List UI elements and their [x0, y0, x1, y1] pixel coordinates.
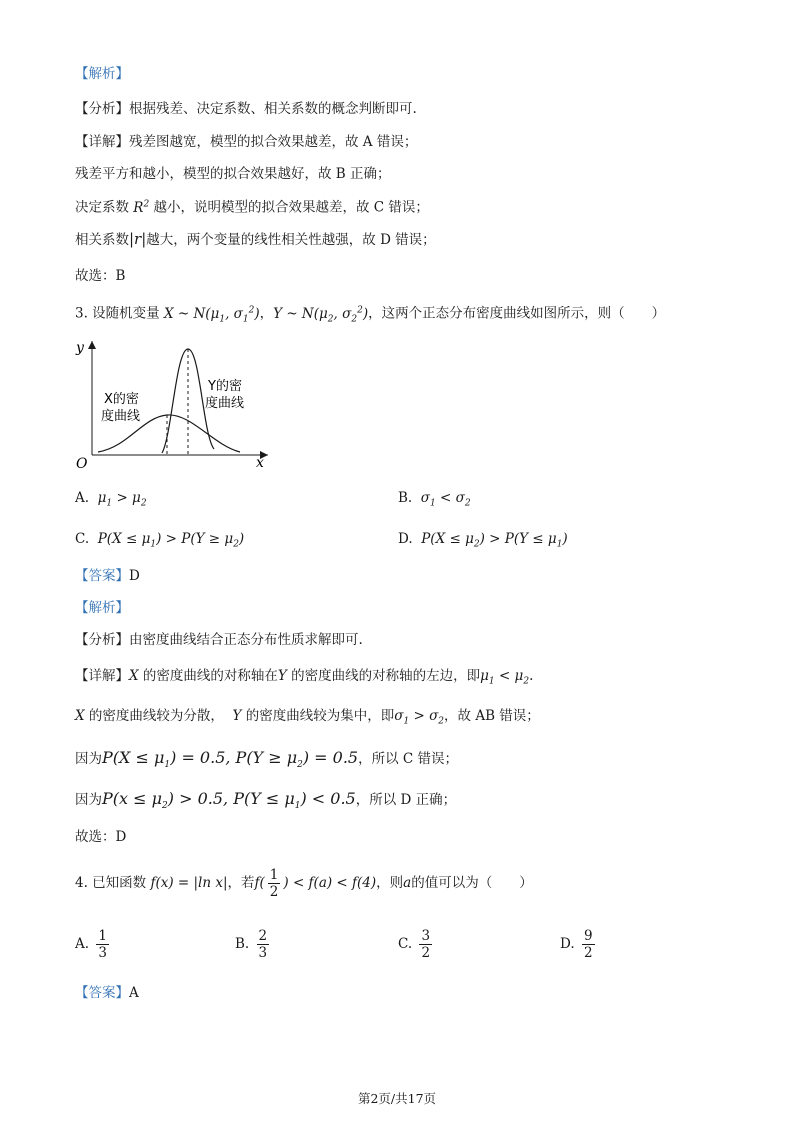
q3-y-symbol: Y [277, 668, 287, 684]
q3-d3a: 因为 [75, 751, 102, 767]
analysis-line [75, 99, 417, 119]
r-squared-symbol: $R^2$ [133, 199, 150, 216]
detail-line-3 [75, 194, 429, 218]
detail-text-4b: 越大，两个变量的线性相关性越强，故 D 错误； [146, 232, 436, 248]
q3-option-d [398, 529, 568, 555]
q3-d3-expr: $P(X \le \mu_1) = 0.5$, $P(Y \ge \mu_2) = 0.5$ [102, 748, 359, 771]
q3-detail-line-1: 【详解】X 的密度曲线的对称轴在Y 的密度曲线的对称轴的左边，即$\mu_1 < \mu_2$. [75, 668, 534, 687]
q3-y-symbol-2: Y [232, 708, 242, 724]
q3-option-b [398, 488, 471, 514]
q3-x-symbol: X [129, 668, 139, 684]
q4-option-b-label: B. [235, 936, 250, 952]
analysis-text: 根据残差、决定系数、相关系数的概念判断即可. [129, 101, 417, 117]
normal-density-figure [68, 335, 278, 471]
q4-option-b-frac: $\frac{2}{3}$ [258, 928, 268, 961]
detail-text-1: 残差图越宽，模型的拟合效果越差，故 A 错误； [129, 134, 418, 150]
detail-text-3a: 决定系数 [75, 199, 129, 216]
q3-option-c [75, 529, 244, 555]
page-footer: 第2页/共17页 [357, 1091, 437, 1106]
q4-option-c [398, 928, 435, 961]
q3-option-d-label: D. [398, 531, 413, 547]
q3-d2c: ，故 AB 错误； [444, 708, 540, 724]
answer-text-2: 故选：B [75, 268, 126, 284]
q3-answer-line [75, 566, 140, 586]
detail-line-2 [75, 164, 391, 184]
q4-option-d [560, 928, 598, 961]
q4-answer-line [75, 983, 139, 1003]
q3-d1-expr: $\mu_1 < \mu_2$ [480, 668, 530, 687]
q3-answer: D [129, 568, 140, 584]
q3-analysis-text: 由密度曲线结合正态分布性质求解即可. [129, 632, 363, 648]
x-axis-label: x [256, 455, 264, 471]
q3-detail-line-4 [75, 789, 456, 816]
q3-y-dist: Y ~ $N(\mu_2$, $\sigma_2^2$) [273, 305, 369, 325]
q3-stem-a: 3. 设随机变量 [75, 305, 160, 322]
q4-stem-b: ，若 [227, 875, 255, 891]
analysis-tag: 【分析】 [75, 101, 129, 117]
q4-option-d-frac: $\frac{9}{2}$ [583, 928, 593, 961]
q3-jiexi-tag: 【解析】 [75, 600, 129, 616]
q3-analysis-line [75, 630, 363, 650]
q3-option-a-expr: $\mu_1 > \mu_2$ [93, 490, 147, 509]
q4-stem-d: 的值可以为（ ） [411, 875, 533, 891]
q4-stem [75, 866, 533, 900]
q3-stem-b: ，这两个正态分布密度曲线如图所示，则（ ） [368, 305, 666, 322]
q4-answer-tag: 【答案】 [75, 985, 129, 1001]
q3-d2-expr: $\sigma_1 > \sigma_2$ [394, 708, 445, 727]
origin-label: O [76, 456, 88, 471]
detail-tag: 【详解】 [75, 134, 129, 150]
q3-x-dist: X ~ $N(\mu_1$, $\sigma_1^2$) [163, 305, 260, 325]
q4-option-c-label: C. [398, 936, 413, 952]
q4-option-b [235, 928, 272, 961]
q3-x-symbol-2: X [75, 708, 85, 724]
q4-stem-a: 4. 已知函数 [75, 875, 147, 891]
x-curve-label-1: X的密 [104, 392, 139, 407]
q3-option-c-label: C. [75, 531, 90, 547]
y-axis-arrow [88, 341, 96, 349]
detail-text-2: 残差平方和越小，模型的拟合效果越好，故 B 正确； [75, 166, 391, 182]
q3-answer-tag: 【答案】 [75, 568, 129, 584]
q3-d2b: 的密度曲线较为集中，即 [245, 708, 395, 724]
q3-final-answer-text: 故选：D [75, 829, 127, 845]
q4-option-d-label: D. [560, 936, 575, 952]
q4-option-a-frac: $\frac{1}{3}$ [98, 928, 107, 961]
answer-line-2 [75, 266, 125, 286]
q3-stem: 3. 设随机变量 X ~ $N(\mu_1$, $\sigma_1^2$)，Y ~ $N(\mu_2$, $\sigma_2^2$)，这两个正态分布密度曲线如图所示，则（ ） [75, 305, 666, 325]
q4-stem-c: ，则 [376, 875, 404, 891]
q3-d1a: 的密度曲线的对称轴在 [142, 668, 278, 684]
q3-analysis-tag: 【分析】 [75, 632, 129, 648]
y-curve-label-2: 度曲线 [205, 396, 245, 411]
q3-detail-tag: 【详解】 [75, 668, 129, 684]
q4-option-a [75, 928, 112, 961]
q3-d3b: ，所以 C 错误； [358, 751, 459, 767]
detail-text-4a: 相关系数 [75, 232, 129, 248]
q3-detail-line-3 [75, 748, 458, 775]
detail-text-3b: 越小，说明模型的拟合效果越差，故 C 错误； [153, 199, 429, 216]
q3-d1b: 的密度曲线的对称轴的左边，即 [291, 668, 481, 684]
q4-option-c-frac: $\frac{3}{2}$ [421, 928, 431, 961]
q4-inequality: f( $\frac{1}{2}$ ) < f(a) < f(4) [254, 867, 377, 900]
q3-detail-line-2 [75, 706, 540, 732]
q3-option-a-label: A. [75, 490, 90, 506]
q4-a-symbol: a [403, 875, 412, 891]
q3-option-a [75, 488, 147, 514]
q3-option-c-expr: $P(X \le \mu_1) > P(Y \ge \mu_2)$ [93, 531, 245, 550]
q3-d4a: 因为 [75, 792, 102, 808]
jiexi-tag: 【解析】 [75, 66, 129, 82]
q3-option-b-label: B. [398, 490, 413, 506]
y-axis-label: y [76, 340, 84, 356]
y-curve-label-1: Y的密 [208, 379, 242, 394]
q3-d2a: 的密度曲线较为分散， [88, 708, 224, 724]
q3-option-d-expr: $P(X \le \mu_2) > P(Y \le \mu_1)$ [416, 531, 568, 550]
abs-r-symbol: |r| [129, 230, 147, 248]
q3-option-b-expr: $\sigma_1 < \sigma_2$ [416, 490, 471, 509]
x-curve-label-2: 度曲线 [101, 409, 141, 424]
q4-function-def: f(x) = |ln x| [150, 875, 228, 891]
detail-line-1 [75, 132, 417, 152]
q3-d4b: ，所以 D 正确； [355, 792, 457, 808]
q4-option-a-label: A. [75, 936, 90, 952]
detail-line-4 [75, 229, 436, 250]
q3-final-answer [75, 827, 126, 847]
q3-d4-expr: $P(x \le \mu_2) > 0.5$, $P(Y \le \mu_1) < 0.5$ [102, 789, 356, 812]
q4-answer: A [129, 985, 139, 1001]
